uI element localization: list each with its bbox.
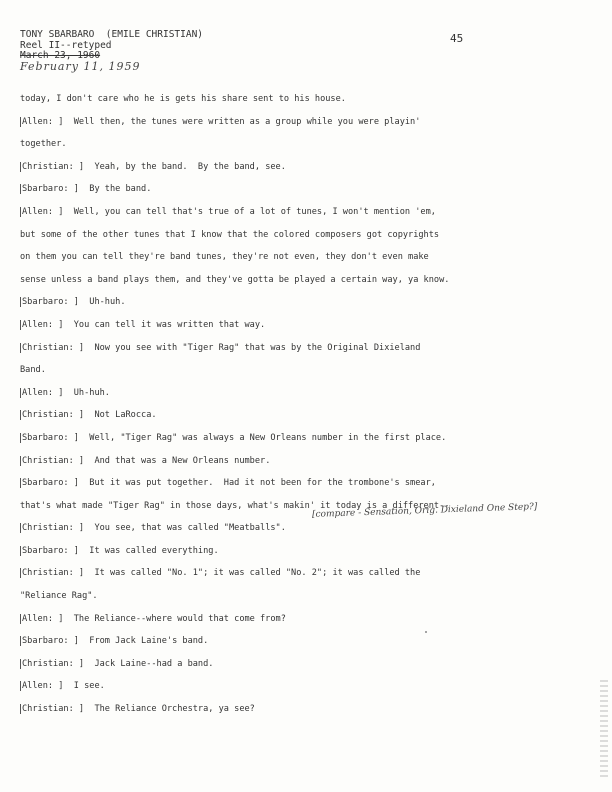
- speaker-label: Christian:: [22, 523, 74, 534]
- utterance-text: sense unless a band plays them, and they've gotta be played a certain way, ya know.: [20, 274, 450, 285]
- struck-date-line: March 23, 1960: [20, 50, 101, 61]
- utterance-text: But it was put together. Had it not been for the trombone's smear,: [89, 478, 436, 489]
- speaker-label: Allen:: [22, 613, 54, 624]
- transcript-line: [20, 133, 595, 156]
- transcript-line: Sbarbaro: ] Uh-huh.: [22, 297, 126, 308]
- speaker-label: Allen:: [22, 319, 54, 330]
- stray-mark: [425, 631, 427, 633]
- utterance-text: By the band.: [89, 184, 152, 195]
- utterance-text: It was called everything.: [89, 545, 219, 556]
- transcript-line: Sbarbaro: ] By the band.: [22, 184, 152, 195]
- speaker-label: Christian:: [22, 342, 74, 353]
- speaker-label: Allen:: [22, 387, 54, 398]
- utterance-text: together.: [20, 139, 67, 150]
- utterance-text: You see, that was called "Meatballs".: [94, 523, 286, 534]
- transcript-line: [20, 224, 595, 247]
- speaker-label: Sbarbaro:: [22, 478, 69, 489]
- utterance-text: The Reliance Orchestra, ya see?: [94, 704, 255, 715]
- handwritten-annotation: [compare - Sensation, Orig. Dixieland One Step?]: [311, 502, 538, 520]
- transcript-line: Sbarbaro: ] From Jack Laine's band.: [22, 636, 209, 647]
- transcript-line: Sbarbaro: ] It was called everything.: [22, 545, 219, 556]
- utterance-text: "Reliance Rag".: [20, 591, 98, 602]
- utterance-text: that's what made "Tiger Rag" in those days, what's makin' it today is a different--: [20, 500, 450, 511]
- utterance-text: I see.: [73, 681, 105, 692]
- speaker-label: Sbarbaro:: [22, 297, 69, 308]
- speaker-label: Christian:: [22, 704, 74, 715]
- speaker-label: Allen:: [22, 116, 54, 127]
- utterance-text: Not LaRocca.: [94, 410, 157, 421]
- scan-edge-artifact: [600, 680, 608, 780]
- transcript-line: [20, 585, 595, 608]
- transcript-line: [20, 269, 595, 292]
- transcript-line: [20, 246, 595, 269]
- utterance-text: And that was a New Orleans number.: [94, 455, 271, 466]
- utterance-text: Jack Laine--had a band.: [94, 658, 214, 669]
- transcript-line: Allen: ] I see.: [22, 681, 105, 692]
- utterance-text: today, I don't care who he is gets his share sent to his house.: [20, 94, 346, 104]
- speaker-label: Allen:: [22, 206, 54, 217]
- speaker-label: Sbarbaro:: [22, 184, 69, 195]
- utterance-text: You can tell it was written that way.: [73, 319, 266, 330]
- transcript-body: [20, 88, 595, 721]
- utterance-text: Now you see with "Tiger Rag" that was by the Original Dixieland: [94, 342, 421, 353]
- transcript-line: Allen: ] Uh-huh.: [22, 387, 110, 398]
- transcript-line: Christian: ] Now you see with "Tiger Rag" that was by the Original Dixieland: [22, 342, 421, 353]
- speaker-label: Christian:: [22, 410, 74, 421]
- document-header: [20, 30, 203, 72]
- speaker-label: Allen:: [22, 681, 54, 692]
- transcript-line: [20, 88, 595, 111]
- speaker-label: Sbarbaro:: [22, 545, 69, 556]
- utterance-text: but some of the other tunes that I know that the colored composers got copyrights: [20, 229, 440, 240]
- interviewee-line: TONY SBARBARO (EMILE CHRISTIAN): [20, 29, 204, 40]
- transcript-line: Allen: ] Well then, the tunes were written as a group while you were playin': [22, 116, 421, 127]
- speaker-label: Christian:: [22, 161, 74, 172]
- speaker-label: Sbarbaro:: [22, 636, 69, 647]
- transcript-line: Christian: ] You see, that was called "Meatballs".: [22, 523, 286, 534]
- utterance-text: From Jack Laine's band.: [89, 636, 209, 647]
- utterance-text: Uh-huh.: [89, 297, 126, 308]
- transcript-line: Sbarbaro: ] Well, "Tiger Rag" was always a New Orleans number in the first place.: [22, 432, 447, 443]
- speaker-label: Christian:: [22, 658, 74, 669]
- transcript-line: Allen: ] Well, you can tell that's true of a lot of tunes, I won't mention 'em,: [22, 206, 436, 217]
- utterance-text: Yeah, by the band. By the band, see.: [94, 161, 286, 172]
- transcript-line: Christian: ] Not LaRocca.: [22, 410, 157, 421]
- transcript-line: Christian: ] It was called "No. 1"; it was called "No. 2"; it was called the: [22, 568, 421, 579]
- utterance-text: Well, "Tiger Rag" was always a New Orleans number in the first place.: [89, 432, 447, 443]
- speaker-label: Christian:: [22, 455, 74, 466]
- transcript-line: Christian: ] Yeah, by the band. By the band, see.: [22, 161, 286, 172]
- transcript-line: Allen: ] You can tell it was written that way.: [22, 319, 266, 330]
- page-number: 45: [450, 32, 464, 45]
- utterance-text: It was called "No. 1"; it was called "No. 2"; it was called the: [94, 568, 421, 579]
- utterance-text: Well, you can tell that's true of a lot of tunes, I won't mention 'em,: [73, 206, 436, 217]
- transcript-line: Allen: ] The Reliance--where would that come from?: [22, 613, 286, 624]
- handwritten-date: February 11, 1959: [20, 59, 141, 73]
- transcript-line: Christian: ] Jack Laine--had a band.: [22, 658, 214, 669]
- utterance-text: Well then, the tunes were written as a group while you were playin': [73, 116, 421, 127]
- utterance-text: The Reliance--where would that come from?: [73, 613, 286, 624]
- speaker-label: Sbarbaro:: [22, 432, 69, 443]
- transcript-line: Christian: ] And that was a New Orleans number.: [22, 455, 271, 466]
- transcript-line: Christian: ] The Reliance Orchestra, ya see?: [22, 704, 255, 715]
- utterance-text: Uh-huh.: [73, 387, 110, 398]
- transcript-line: [20, 359, 595, 382]
- utterance-text: on them you can tell they're band tunes, they're not even, they don't even make: [20, 252, 429, 263]
- transcript-line: Sbarbaro: ] But it was put together. Had it not been for the trombone's smear,: [22, 478, 436, 489]
- reel-line: Reel II--retyped: [20, 39, 112, 51]
- speaker-label: Christian:: [22, 568, 74, 579]
- utterance-text: Band.: [20, 365, 46, 376]
